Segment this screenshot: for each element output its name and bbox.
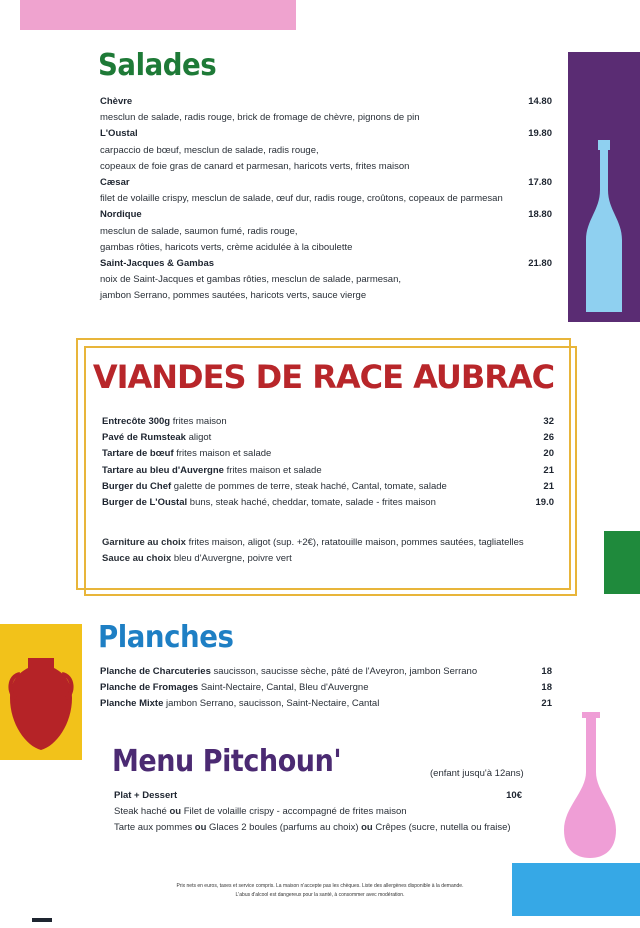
pitchoun-details (114, 788, 522, 837)
salades-list (100, 94, 552, 305)
viande-name: Pavé de Rumsteak (102, 432, 186, 444)
viande-row (102, 414, 554, 430)
salade-price: 19.80 (528, 128, 552, 140)
viande-label (102, 463, 322, 479)
page-mark (32, 918, 52, 922)
viande-row (102, 430, 554, 446)
salade-desc: filet de volaille crispy, mesclun de salade, œuf dur, radis rouge, croûtons, copeaux de parmesan (100, 193, 503, 205)
viande-name: Tartare au bleu d'Auvergne (102, 464, 224, 476)
salade-row (100, 256, 552, 272)
salade-name: L'Oustal (100, 128, 138, 140)
pitchoun-or: ou (361, 822, 373, 834)
viande-label (102, 446, 271, 462)
viande-label (102, 495, 436, 511)
pitchoun-option: Filet de volaille crispy - accompagné de frites maison (183, 806, 407, 818)
planches-list (100, 664, 552, 713)
salade-name: Nordique (100, 209, 142, 221)
salade-name: Cæsar (100, 177, 130, 189)
salade-desc: mesclun de salade, radis rouge, brick de fromage de chèvre, pignons de pin (100, 112, 420, 124)
viande-name: Tartare de bœuf (102, 448, 174, 460)
planche-price: 21 (541, 698, 552, 710)
planche-label (100, 696, 379, 712)
pitchoun-option: Crêpes (sucre, nutella ou fraise) (375, 822, 511, 834)
planche-price: 18 (541, 682, 552, 694)
salade-name: Chèvre (100, 96, 133, 107)
garniture-label: Garniture au choix (102, 537, 186, 548)
salade-desc: mesclun de salade, saumon fumé, radis rouge, (100, 225, 298, 237)
viande-row (102, 463, 554, 479)
planche-row (100, 664, 552, 680)
pitchoun-dessert-options (114, 820, 522, 836)
salade-desc: carpaccio de bœuf, mesclun de salade, radis rouge, (100, 144, 319, 156)
salade-row (100, 94, 552, 110)
pitchoun-or: ou (169, 806, 182, 818)
blue-block-decoration (512, 863, 640, 916)
viande-desc: frites maison et salade (226, 464, 322, 476)
salade-row (100, 126, 552, 142)
salade-desc: jambon Serrano, pommes sautées, haricots verts, sauce vierge (100, 290, 367, 302)
salade-price: 17.80 (528, 177, 552, 189)
viandes-heading: VIANDES DE RACE AUBRAC (92, 358, 555, 396)
salade-price: 21.80 (528, 258, 552, 270)
side-options (102, 535, 564, 567)
viande-row (102, 479, 554, 495)
pitchoun-option: Steak haché (114, 806, 167, 818)
pitchoun-option: Tarte aux pommes (114, 822, 193, 834)
amphora-icon (6, 654, 76, 754)
planche-name: Planche de Fromages (100, 682, 199, 694)
viande-price: 32 (543, 416, 554, 427)
planche-row (100, 680, 552, 696)
footer-line: L'abus d'alcool est dangereux pour la santé, à consommer avec modération. (235, 892, 405, 898)
pitchoun-option: Glaces 2 boules (parfums au choix) (209, 822, 359, 834)
footer-line: Prix nets en euros, taxes et service compris. La maison n'accepte pas les chèques. Liste des allergènes disponible à la demande. (176, 883, 464, 889)
planche-row (100, 696, 552, 712)
salade-name: Saint-Jacques & Gambas (100, 258, 215, 270)
viandes-frame (76, 338, 571, 590)
salades-heading: Salades (98, 48, 217, 83)
pitchoun-formula-row (114, 788, 522, 804)
viande-price: 26 (543, 432, 554, 444)
planche-desc: jambon Serrano, saucisson, Saint-Nectaire, Cantal (166, 698, 380, 710)
planche-label (100, 680, 368, 696)
viande-row (102, 495, 554, 511)
pitchoun-main-options (114, 804, 522, 820)
viande-price: 21 (543, 480, 554, 492)
pitchoun-or: ou (194, 822, 207, 834)
salade-desc: noix de Saint-Jacques et gambas rôties, mesclun de salade, parmesan, (100, 274, 401, 286)
planche-name: Planche de Charcuteries (100, 666, 211, 677)
planche-desc: Saint-Nectaire, Cantal, Bleu d'Auvergne (200, 682, 369, 694)
green-tab-decoration (604, 531, 640, 594)
pitchoun-age-note: (enfant jusqu'à 12ans) (430, 768, 524, 779)
sauce-desc: bleu d'Auvergne, poivre vert (173, 553, 292, 565)
sauce-line (102, 551, 564, 567)
viande-desc: galette de pommes de terre, steak haché, Cantal, tomate, salade (173, 480, 447, 492)
planche-desc: saucisson, saucisse sèche, pâté de l'Aveyron, jambon Serrano (213, 666, 478, 677)
viandes-list (102, 414, 554, 511)
viande-desc: frites maison (172, 416, 227, 427)
pink-banner-decoration (20, 0, 296, 30)
viande-label (102, 479, 447, 495)
viande-desc: frites maison et salade (176, 448, 272, 460)
viande-price: 19.0 (535, 497, 554, 509)
viande-price: 21 (543, 464, 554, 476)
garniture-line (102, 535, 564, 551)
viande-desc: aligot (188, 432, 212, 444)
garniture-desc: frites maison, aligot (sup. +2€), ratatouille maison, pommes sautées, tagliatelles (188, 537, 524, 548)
viande-price: 20 (543, 448, 554, 460)
viande-desc: buns, steak haché, cheddar, tomate, salade - frites maison (189, 497, 436, 509)
planche-name: Planche Mixte (100, 698, 164, 710)
viande-label (102, 414, 227, 430)
vase-icon (560, 712, 620, 862)
salade-row (100, 207, 552, 223)
footer-note (150, 882, 490, 900)
sauce-label: Sauce au choix (102, 553, 172, 565)
planche-price: 18 (541, 666, 552, 677)
viande-name: Burger du Chef (102, 480, 172, 492)
pitchoun-price: 10€ (506, 790, 522, 801)
pitchoun-heading: Menu Pitchoun' (112, 744, 342, 779)
salade-row (100, 175, 552, 191)
salade-desc: copeaux de foie gras de canard et parmesan, haricots verts, frites maison (100, 160, 410, 172)
viande-label (102, 430, 211, 446)
salade-desc: gambas rôties, haricots verts, crème acidulée à la ciboulette (100, 241, 353, 253)
viande-name: Entrecôte 300g (102, 416, 171, 427)
bottle-icon (584, 140, 624, 316)
salade-price: 18.80 (528, 209, 552, 221)
pitchoun-formula: Plat + Dessert (114, 790, 178, 801)
planches-heading: Planches (98, 620, 234, 655)
viande-name: Burger de L'Oustal (102, 497, 188, 509)
viande-row (102, 446, 554, 462)
planche-label (100, 664, 477, 680)
salade-price: 14.80 (528, 96, 552, 107)
